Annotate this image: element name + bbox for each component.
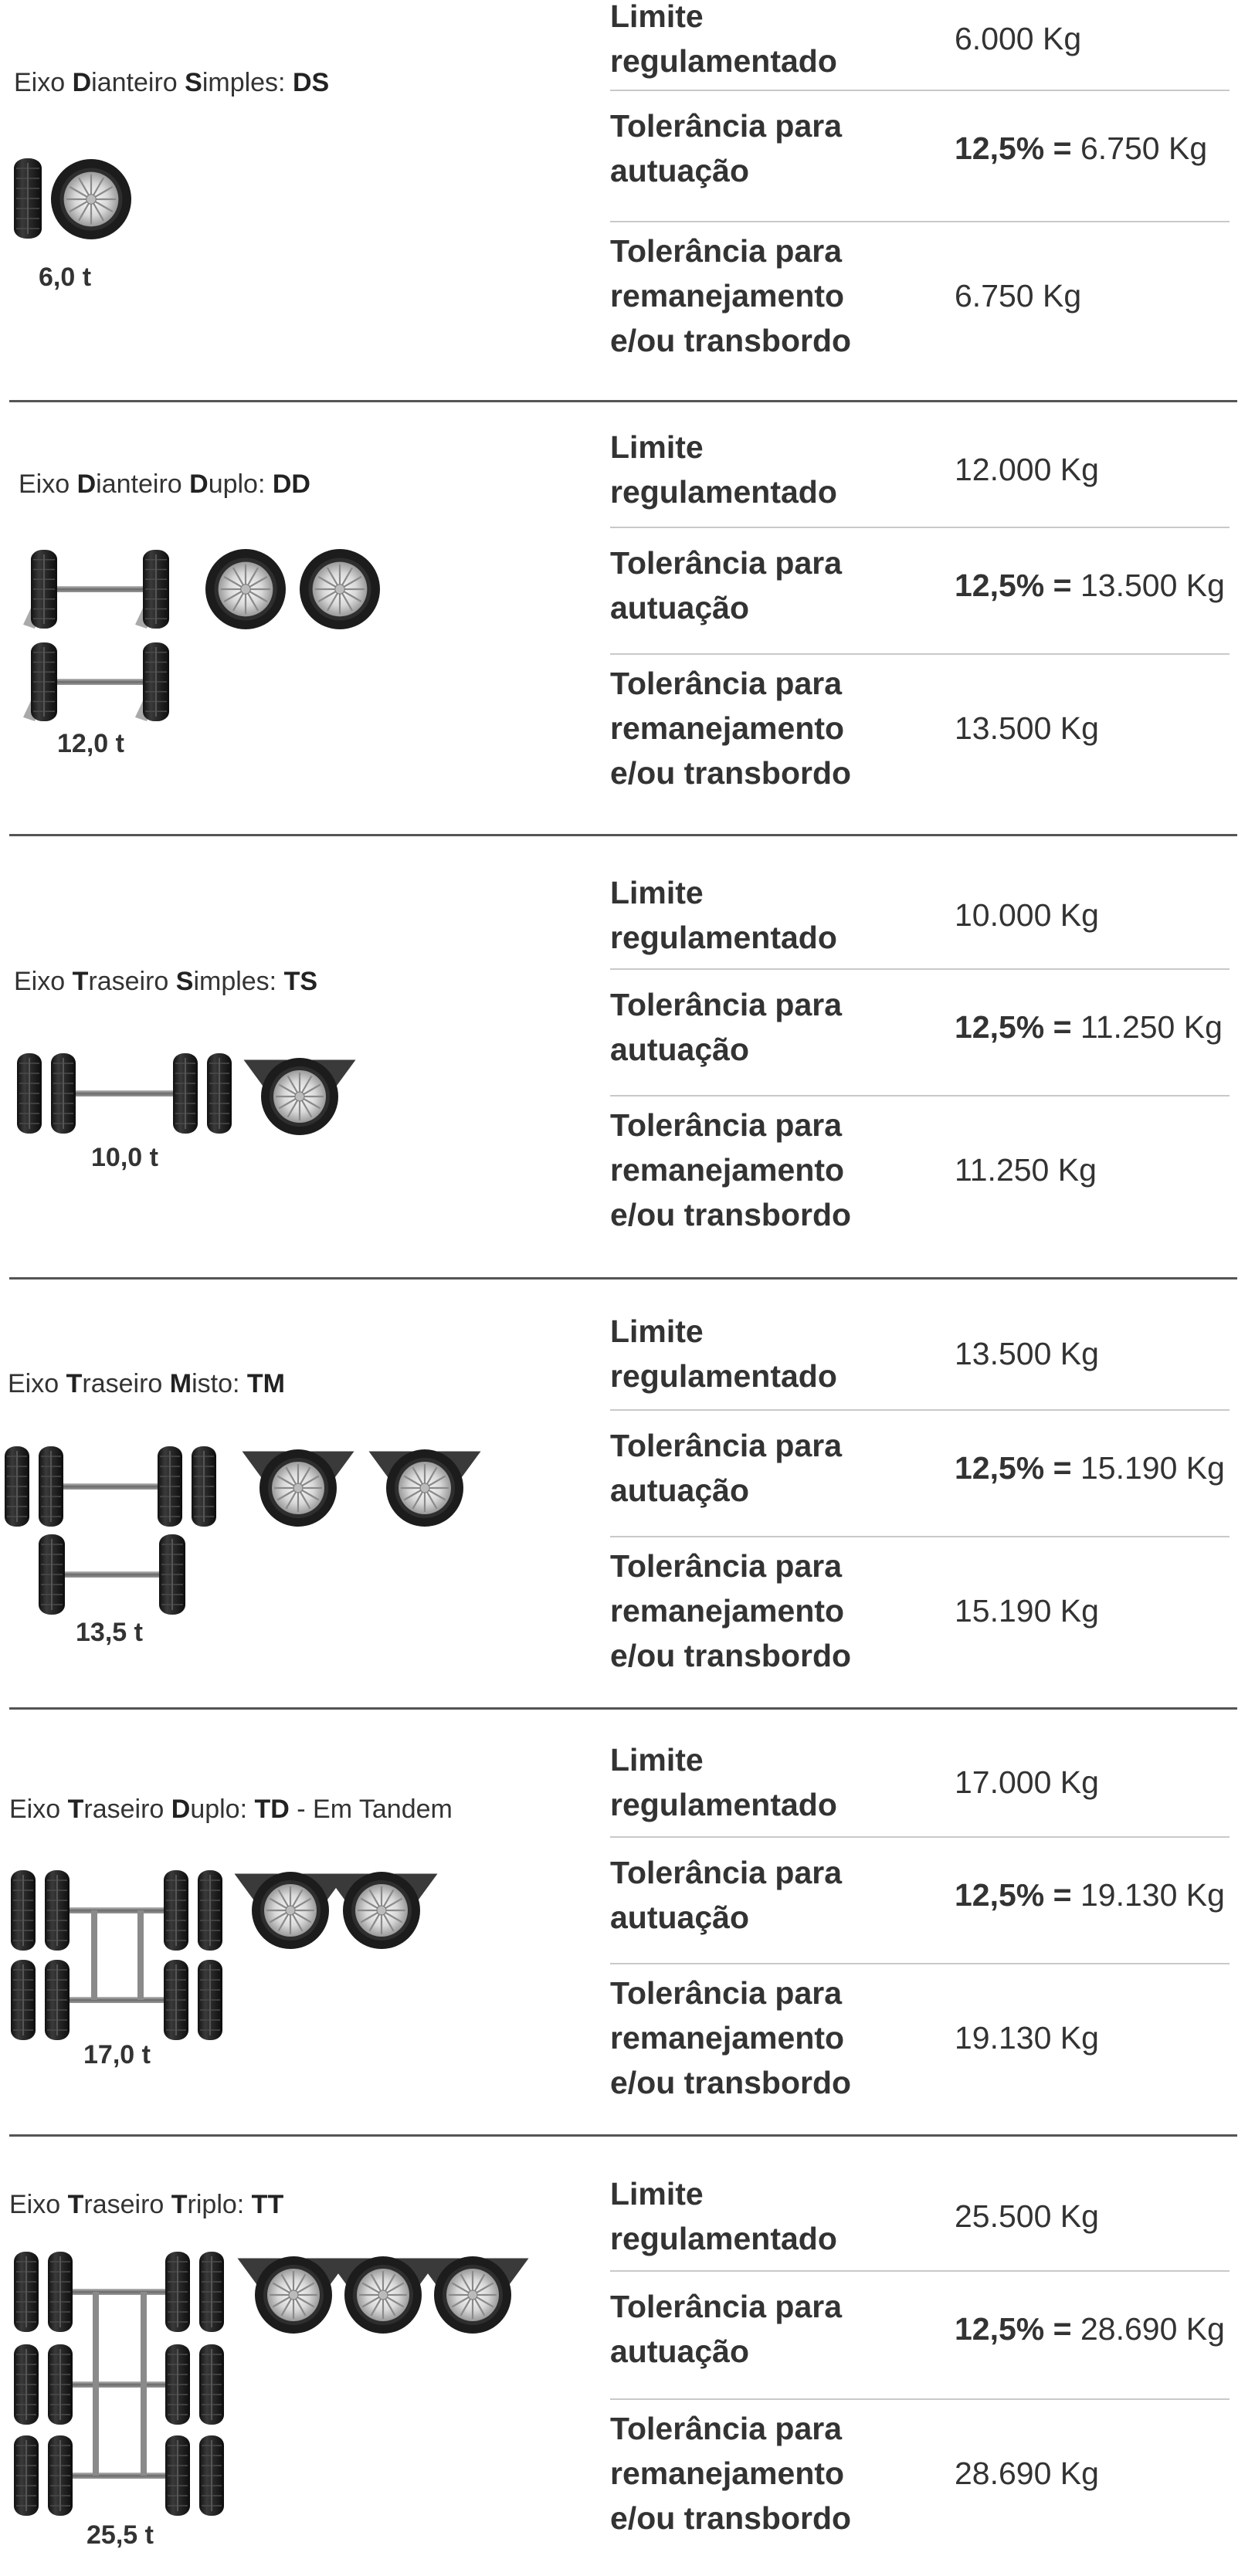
limit-value (955, 2451, 1099, 2496)
limit-value-text: 15.190 Kg (955, 1593, 1099, 1629)
axle-bar-icon (57, 679, 143, 685)
limit-row (610, 90, 1230, 221)
limit-row (610, 1095, 1230, 1273)
limit-label-line: remanejamento (610, 2456, 845, 2491)
axle-title (9, 1795, 453, 1825)
limit-row (610, 1836, 1230, 1963)
limit-label-line: Tolerância para (610, 2289, 843, 2324)
limit-label-line: e/ou transbordo (610, 1638, 852, 1673)
tire-side-icon (165, 2344, 190, 2425)
axle-title-part: ianteiro (91, 68, 185, 97)
axle-title-part: D (189, 469, 209, 499)
axle-bar-icon (70, 1907, 164, 1913)
limit-value-text: 6.750 Kg (955, 278, 1082, 314)
rear-wheel-icon (369, 1449, 481, 1527)
row-divider (610, 90, 1230, 91)
axle-title-part: TT (251, 2190, 284, 2219)
limit-label (610, 541, 842, 630)
axle-title (9, 2190, 283, 2220)
limit-value (955, 16, 1081, 61)
limit-label (610, 1544, 851, 1678)
limit-value (955, 1588, 1099, 1633)
tolerance-percent: 12,5% = (955, 1877, 1072, 1913)
axle-title-part: isto: (192, 1369, 247, 1398)
limit-row (610, 0, 1230, 90)
axle-title-part: riplo: (187, 2190, 252, 2219)
limit-label-line: remanejamento (610, 1152, 845, 1188)
limit-label-line: Tolerância para (610, 1975, 843, 2011)
rear-wheel-icon (238, 2256, 350, 2334)
limit-value (955, 2194, 1099, 2239)
axle-title (8, 1369, 285, 1399)
row-divider (610, 2270, 1230, 2272)
tire-side-icon (31, 642, 57, 721)
axle-diagram-icon (0, 1708, 602, 2140)
limit-value (955, 1331, 1099, 1376)
tire-side-icon (207, 1053, 232, 1134)
limit-value-text: 19.130 Kg (955, 2020, 1099, 2056)
limit-row (610, 2136, 1230, 2270)
limit-label (610, 661, 851, 795)
limit-label (610, 425, 837, 514)
axle-title-part: D (72, 68, 92, 97)
tire-side-icon (14, 158, 42, 239)
axle-title-part: T (66, 1369, 83, 1398)
limit-value-text: 13.500 Kg (1080, 568, 1225, 603)
row-divider (610, 2398, 1230, 2400)
tire-side-icon (199, 2252, 224, 2332)
limit-value (955, 1005, 1223, 1049)
axle-weight-label: 13,5 t (76, 1618, 143, 1647)
axle-title-part: DD (272, 469, 310, 499)
axle-bar-icon (57, 586, 143, 592)
axle-title-part: T (67, 2190, 84, 2219)
limit-value-text: 10.000 Kg (955, 897, 1099, 933)
limit-label-line: Limite (610, 0, 704, 34)
tolerance-percent: 12,5% = (955, 1450, 1072, 1486)
limit-row (610, 1409, 1230, 1536)
limit-label (610, 1850, 842, 1940)
axle-bar-icon (65, 1571, 159, 1578)
tire-side-icon (45, 1870, 70, 1951)
limit-row (610, 527, 1230, 653)
limit-label-line: e/ou transbordo (610, 323, 852, 358)
limit-value (955, 2307, 1225, 2351)
axle-section (0, 1278, 1238, 1710)
limit-label-line: regulamentado (610, 920, 837, 955)
tire-side-icon (39, 1534, 65, 1615)
rear-wheel-icon (235, 1872, 347, 1949)
row-divider (610, 1963, 1230, 1964)
tire-side-icon (198, 1960, 222, 2040)
tire-side-icon (165, 2252, 190, 2332)
limit-label-line: Limite (610, 2176, 704, 2212)
limit-label-line: autuação (610, 1473, 749, 1508)
wheel-front-icon (205, 549, 286, 629)
rear-wheel-icon (417, 2256, 529, 2334)
rear-wheel-icon (244, 1058, 356, 1135)
row-divider (610, 1095, 1230, 1096)
axle-title-part: uplo: (208, 469, 273, 499)
limit-value (955, 1147, 1097, 1192)
tire-side-icon (48, 2252, 73, 2332)
limit-label-line: Tolerância para (610, 233, 843, 269)
limit-label-line: Tolerância para (610, 987, 843, 1022)
axle-title-part: T (67, 1795, 84, 1824)
limit-label-line: remanejamento (610, 710, 845, 746)
limit-value (955, 1760, 1099, 1805)
limit-label-line: Tolerância para (610, 1855, 843, 1890)
limit-label (610, 103, 842, 193)
axle-title (19, 469, 310, 500)
limit-row (610, 221, 1230, 398)
axle-weight-label: 6,0 t (39, 263, 92, 292)
tire-side-icon (192, 1446, 216, 1527)
limit-label-line: remanejamento (610, 2020, 845, 2056)
limit-label-line: Tolerância para (610, 666, 843, 701)
limit-value-text: 28.690 Kg (1080, 2311, 1225, 2347)
limit-value-text: 25.500 Kg (955, 2198, 1099, 2234)
tire-side-icon (39, 1446, 63, 1527)
axle-title-part: uplo: (190, 1795, 255, 1824)
axle-bar-icon (63, 1483, 158, 1490)
limit-row (610, 1536, 1230, 1713)
axle-section (0, 402, 1238, 836)
tolerance-percent: 12,5% = (955, 1009, 1072, 1045)
tire-side-icon (5, 1446, 29, 1527)
limit-label-line: Limite (610, 429, 704, 465)
limit-value (955, 2015, 1099, 2060)
limit-row (610, 968, 1230, 1095)
wheel-front-icon (300, 549, 380, 629)
limit-row (610, 402, 1230, 527)
tolerance-percent: 12,5% = (955, 130, 1072, 166)
limit-label (610, 2171, 837, 2261)
tire-side-icon (31, 550, 57, 629)
tire-side-icon (199, 2435, 224, 2516)
steer-tire-icon (23, 550, 57, 629)
limit-label (610, 0, 837, 83)
axle-title-part: TD (254, 1795, 290, 1824)
limit-label-line: regulamentado (610, 2221, 837, 2256)
row-divider (610, 1536, 1230, 1537)
limit-row (610, 2398, 1230, 2576)
limit-label (610, 1309, 837, 1398)
tire-side-icon (158, 1446, 182, 1527)
limit-value (955, 447, 1099, 492)
axle-bar-icon (70, 1997, 164, 2003)
limit-value-text: 11.250 Kg (1080, 1009, 1223, 1045)
wheel-front-icon (51, 159, 131, 239)
axle-title (14, 68, 329, 98)
axle-diagram-icon (0, 836, 602, 1268)
axle-weight-label: 25,5 t (86, 2520, 154, 2550)
row-divider (610, 1836, 1230, 1838)
steer-tire-icon (23, 642, 57, 721)
tolerance-percent: 12,5% = (955, 568, 1072, 603)
limit-label-line: e/ou transbordo (610, 2500, 852, 2536)
axle-weight-label: 12,0 t (57, 729, 124, 758)
tire-side-icon (11, 1960, 36, 2040)
row-divider (610, 1409, 1230, 1411)
rear-wheel-icon (327, 2256, 439, 2334)
axle-title-part: D (171, 1795, 191, 1824)
limit-value-text: 6.750 Kg (1080, 130, 1208, 166)
limit-label-line: regulamentado (610, 1787, 837, 1822)
limit-value-text: 13.500 Kg (955, 1336, 1099, 1371)
axle-section (0, 0, 1238, 402)
limit-label-line: Tolerância para (610, 1107, 843, 1143)
limit-value-text: 28.690 Kg (955, 2456, 1099, 2491)
axle-title-part: Eixo (14, 967, 73, 996)
axle-bar-icon (73, 2381, 165, 2388)
tire-side-icon (164, 1870, 188, 1951)
tire-side-icon (143, 642, 169, 721)
tire-side-icon (17, 1053, 42, 1134)
tire-side-icon (14, 2252, 39, 2332)
axle-title-part: TM (246, 1369, 285, 1398)
row-divider (610, 653, 1230, 655)
limit-label-line: autuação (610, 153, 749, 188)
tolerance-percent: 12,5% = (955, 2311, 1072, 2347)
axle-title-part: Eixo (9, 1795, 68, 1824)
limit-label-line: Tolerância para (610, 108, 843, 144)
limit-label-line: remanejamento (610, 278, 845, 314)
limit-row (610, 836, 1230, 968)
axle-weight-label: 17,0 t (83, 2040, 151, 2069)
limit-label-line: autuação (610, 1032, 749, 1067)
axle-title-part: T (72, 967, 89, 996)
row-divider (610, 221, 1230, 222)
axle-title-part: Eixo (8, 1369, 66, 1398)
axle-title-part: DS (292, 68, 330, 97)
axle-weight-label: 10,0 t (91, 1143, 158, 1172)
limit-value-text: 12.000 Kg (955, 452, 1099, 487)
axle-title-part: D (76, 469, 97, 499)
axle-bar-icon (76, 1090, 173, 1096)
tire-side-icon (165, 2435, 190, 2516)
axle-bar-icon (73, 2473, 165, 2479)
limit-label-line: autuação (610, 2334, 749, 2369)
limit-label (610, 1737, 837, 1827)
tire-side-icon (51, 1053, 76, 1134)
limit-label-line: regulamentado (610, 1358, 837, 1394)
tire-side-icon (159, 1534, 185, 1615)
row-divider (610, 527, 1230, 528)
limit-label-line: regulamentado (610, 43, 837, 79)
tire-side-icon (14, 2435, 39, 2516)
limit-label (610, 1103, 851, 1237)
limit-value-text: 11.250 Kg (955, 1152, 1097, 1188)
axle-title-part: raseiro (88, 967, 176, 996)
axle-diagram-icon (0, 0, 602, 432)
limit-row (610, 1963, 1230, 2140)
limit-label-line: Tolerância para (610, 2411, 843, 2446)
axle-title-part: Eixo (14, 68, 73, 97)
limit-label-line: Tolerância para (610, 1548, 843, 1584)
tire-side-icon (48, 2344, 73, 2425)
limit-value (955, 1873, 1225, 1917)
limit-label-line: autuação (610, 590, 749, 625)
axle-title-part: ianteiro (96, 469, 190, 499)
limit-value-text: 19.130 Kg (1080, 1877, 1225, 1913)
axle-title-part: raseiro (83, 2190, 171, 2219)
limit-label-line: Limite (610, 1313, 704, 1349)
axle-section (0, 2136, 1238, 2550)
limit-row (610, 653, 1230, 831)
limit-value (955, 706, 1099, 751)
limit-row (610, 2270, 1230, 2398)
tire-side-icon (198, 1870, 222, 1951)
limit-label (610, 1971, 851, 2105)
tire-side-icon (45, 1960, 70, 2040)
axle-title-part: T (171, 2190, 188, 2219)
axle-title-part: Eixo (9, 2190, 68, 2219)
limit-label-line: Limite (610, 875, 704, 910)
axle-title-part: Eixo (19, 469, 77, 499)
rear-wheel-icon (326, 1872, 438, 1949)
limit-value (955, 563, 1225, 608)
axle-bar-icon (73, 2289, 165, 2295)
limit-row (610, 1278, 1230, 1409)
tire-side-icon (173, 1053, 198, 1134)
axle-title-part: raseiro (83, 1795, 171, 1824)
axle-title-part: - Em Tandem (289, 1795, 453, 1824)
tire-side-icon (11, 1870, 36, 1951)
limit-value (955, 1446, 1225, 1490)
limit-label (610, 982, 842, 1072)
tire-side-icon (143, 550, 169, 629)
limit-label-line: autuação (610, 1900, 749, 1935)
row-divider (610, 968, 1230, 970)
limit-value-text: 6.000 Kg (955, 21, 1082, 56)
axle-title (14, 967, 317, 997)
axle-section (0, 1708, 1238, 2137)
limit-label-line: regulamentado (610, 474, 837, 510)
axle-title-part: TS (283, 967, 318, 996)
limit-label-line: e/ou transbordo (610, 755, 852, 791)
limit-label (610, 2284, 842, 2374)
tire-side-icon (199, 2344, 224, 2425)
limit-label (610, 229, 851, 363)
tire-side-icon (164, 1960, 188, 2040)
limit-row (610, 1708, 1230, 1836)
rear-wheel-icon (243, 1449, 354, 1527)
limit-label-line: remanejamento (610, 1593, 845, 1629)
axle-title-part: imples: (202, 68, 293, 97)
axle-section (0, 836, 1238, 1280)
limit-label (610, 2406, 851, 2540)
axle-title-part: raseiro (82, 1369, 170, 1398)
limit-label-line: Limite (610, 1742, 704, 1778)
limit-label-line: Tolerância para (610, 1428, 843, 1463)
limit-value (955, 893, 1099, 937)
limit-label (610, 1423, 842, 1513)
axle-diagram-icon (0, 402, 602, 834)
limit-label-line: e/ou transbordo (610, 1197, 852, 1232)
axle-title-part: S (185, 68, 202, 97)
limit-value-text: 17.000 Kg (955, 1764, 1099, 1800)
limit-label (610, 870, 837, 960)
limit-value (955, 126, 1207, 171)
axle-title-part: imples: (193, 967, 284, 996)
limit-value-text: 13.500 Kg (955, 710, 1099, 746)
axle-title-part: S (175, 967, 194, 996)
limit-label-line: e/ou transbordo (610, 2065, 852, 2100)
limit-value (955, 273, 1081, 318)
axle-title-part: M (169, 1369, 192, 1398)
limit-label-line: Tolerância para (610, 545, 843, 581)
tire-side-icon (14, 2344, 39, 2425)
limit-value-text: 15.190 Kg (1080, 1450, 1225, 1486)
tire-side-icon (48, 2435, 73, 2516)
